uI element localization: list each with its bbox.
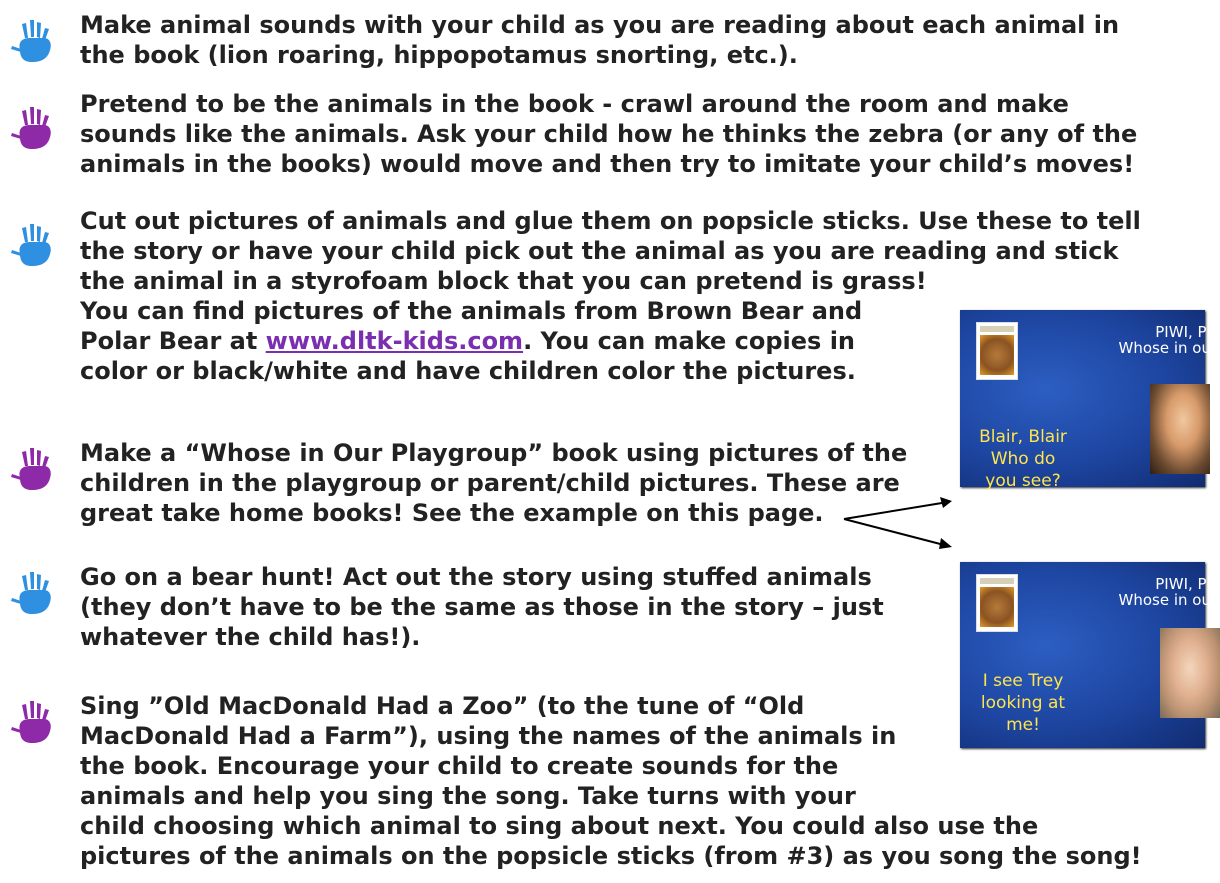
item-3-line-2: the story or have your child pick out the animal as you are reading and stick [80, 237, 1119, 265]
item-5-line-1: Go on a bear hunt! Act out the story using stuffed animals [80, 563, 872, 591]
item-2-line-3: animals in the books) would move and then try to imitate your child’s moves! [80, 150, 1135, 178]
caption-line-1: Blair, Blair [979, 427, 1067, 447]
item-2-line-2: sounds like the animals. Ask your child how he thinks the zebra (or any of the [80, 120, 1138, 148]
slide-title-line-1: PIWI, PI [1155, 323, 1211, 341]
caption-line-3: you see? [985, 471, 1061, 491]
caption-line-2: Who do [990, 449, 1056, 469]
item-6-line-5: child choosing which animal to sing about next. You could also use the [80, 812, 1039, 840]
caption-line-2: looking at [980, 693, 1066, 713]
slide-title-line-2: Whose in ou [1118, 591, 1211, 609]
slide-caption [964, 426, 1082, 492]
book-cover-thumbnail [976, 322, 1018, 380]
slide-title-line-1: PIWI, PI [1155, 575, 1211, 593]
slide-caption [964, 670, 1082, 736]
pointer-arrows-icon [840, 470, 960, 550]
child-photo [1150, 384, 1210, 474]
dltk-kids-link[interactable]: www.dltk-kids.com [265, 327, 524, 355]
item-5-line-3: whatever the child has!). [80, 623, 421, 651]
item-4-line-2: children in the playgroup or parent/child pictures. These are [80, 469, 900, 497]
item-6-line-1: Sing ”Old MacDonald Had a Zoo” (to the tune of “Old [80, 692, 805, 720]
blue-hand-icon [8, 224, 54, 268]
link-prefix: Polar Bear at [80, 327, 266, 355]
item-3-line-1: Cut out pictures of animals and glue them on popsicle sticks. Use these to tell [80, 207, 1141, 235]
item-6-line-2: MacDonald Had a Farm”), using the names of the animals in [80, 722, 897, 750]
caption-line-1: I see Trey [982, 671, 1064, 691]
item-4-line-3: great take home books! See the example on this page. [80, 499, 824, 527]
blue-hand-icon [8, 20, 54, 64]
example-slide-1 [960, 310, 1211, 491]
item-6-line-4: animals and help you sing the song. Take turns with your [80, 782, 856, 810]
purple-hand-icon [8, 701, 54, 745]
slide-title [1119, 324, 1211, 356]
item-1-line-1: Make animal sounds with your child as you are reading about each animal in [80, 11, 1120, 39]
purple-hand-icon [8, 448, 54, 492]
item-1-line-2: the book (lion roaring, hippopotamus snorting, etc.). [80, 41, 798, 69]
child-photo [1160, 628, 1220, 718]
item-3-line-4: You can find pictures of the animals from Brown Bear and [80, 297, 863, 325]
item-3-line-3: the animal in a styrofoam block that you can pretend is grass! [80, 267, 927, 295]
item-6-line-3: the book. Encourage your child to create sounds for the [80, 752, 839, 780]
link-suffix: . You can make copies in [523, 327, 856, 355]
purple-hand-icon [8, 107, 54, 151]
item-5-line-2: (they don’t have to be the same as those in the story – just [80, 593, 884, 621]
item-2-line-1: Pretend to be the animals in the book - crawl around the room and make [80, 90, 1069, 118]
item-3-line-6: color or black/white and have children color the pictures. [80, 357, 856, 385]
caption-line-3: me! [1006, 715, 1040, 735]
blue-hand-icon [8, 572, 54, 616]
slide-title [1119, 576, 1211, 608]
slide-title-line-2: Whose in ou [1118, 339, 1211, 357]
item-4-line-1: Make a “Whose in Our Playgroup” book using pictures of the [80, 439, 908, 467]
item-6-line-6: pictures of the animals on the popsicle sticks (from #3) as you song the song! [80, 842, 1142, 870]
example-slide-2 [960, 562, 1211, 748]
book-cover-thumbnail [976, 574, 1018, 632]
